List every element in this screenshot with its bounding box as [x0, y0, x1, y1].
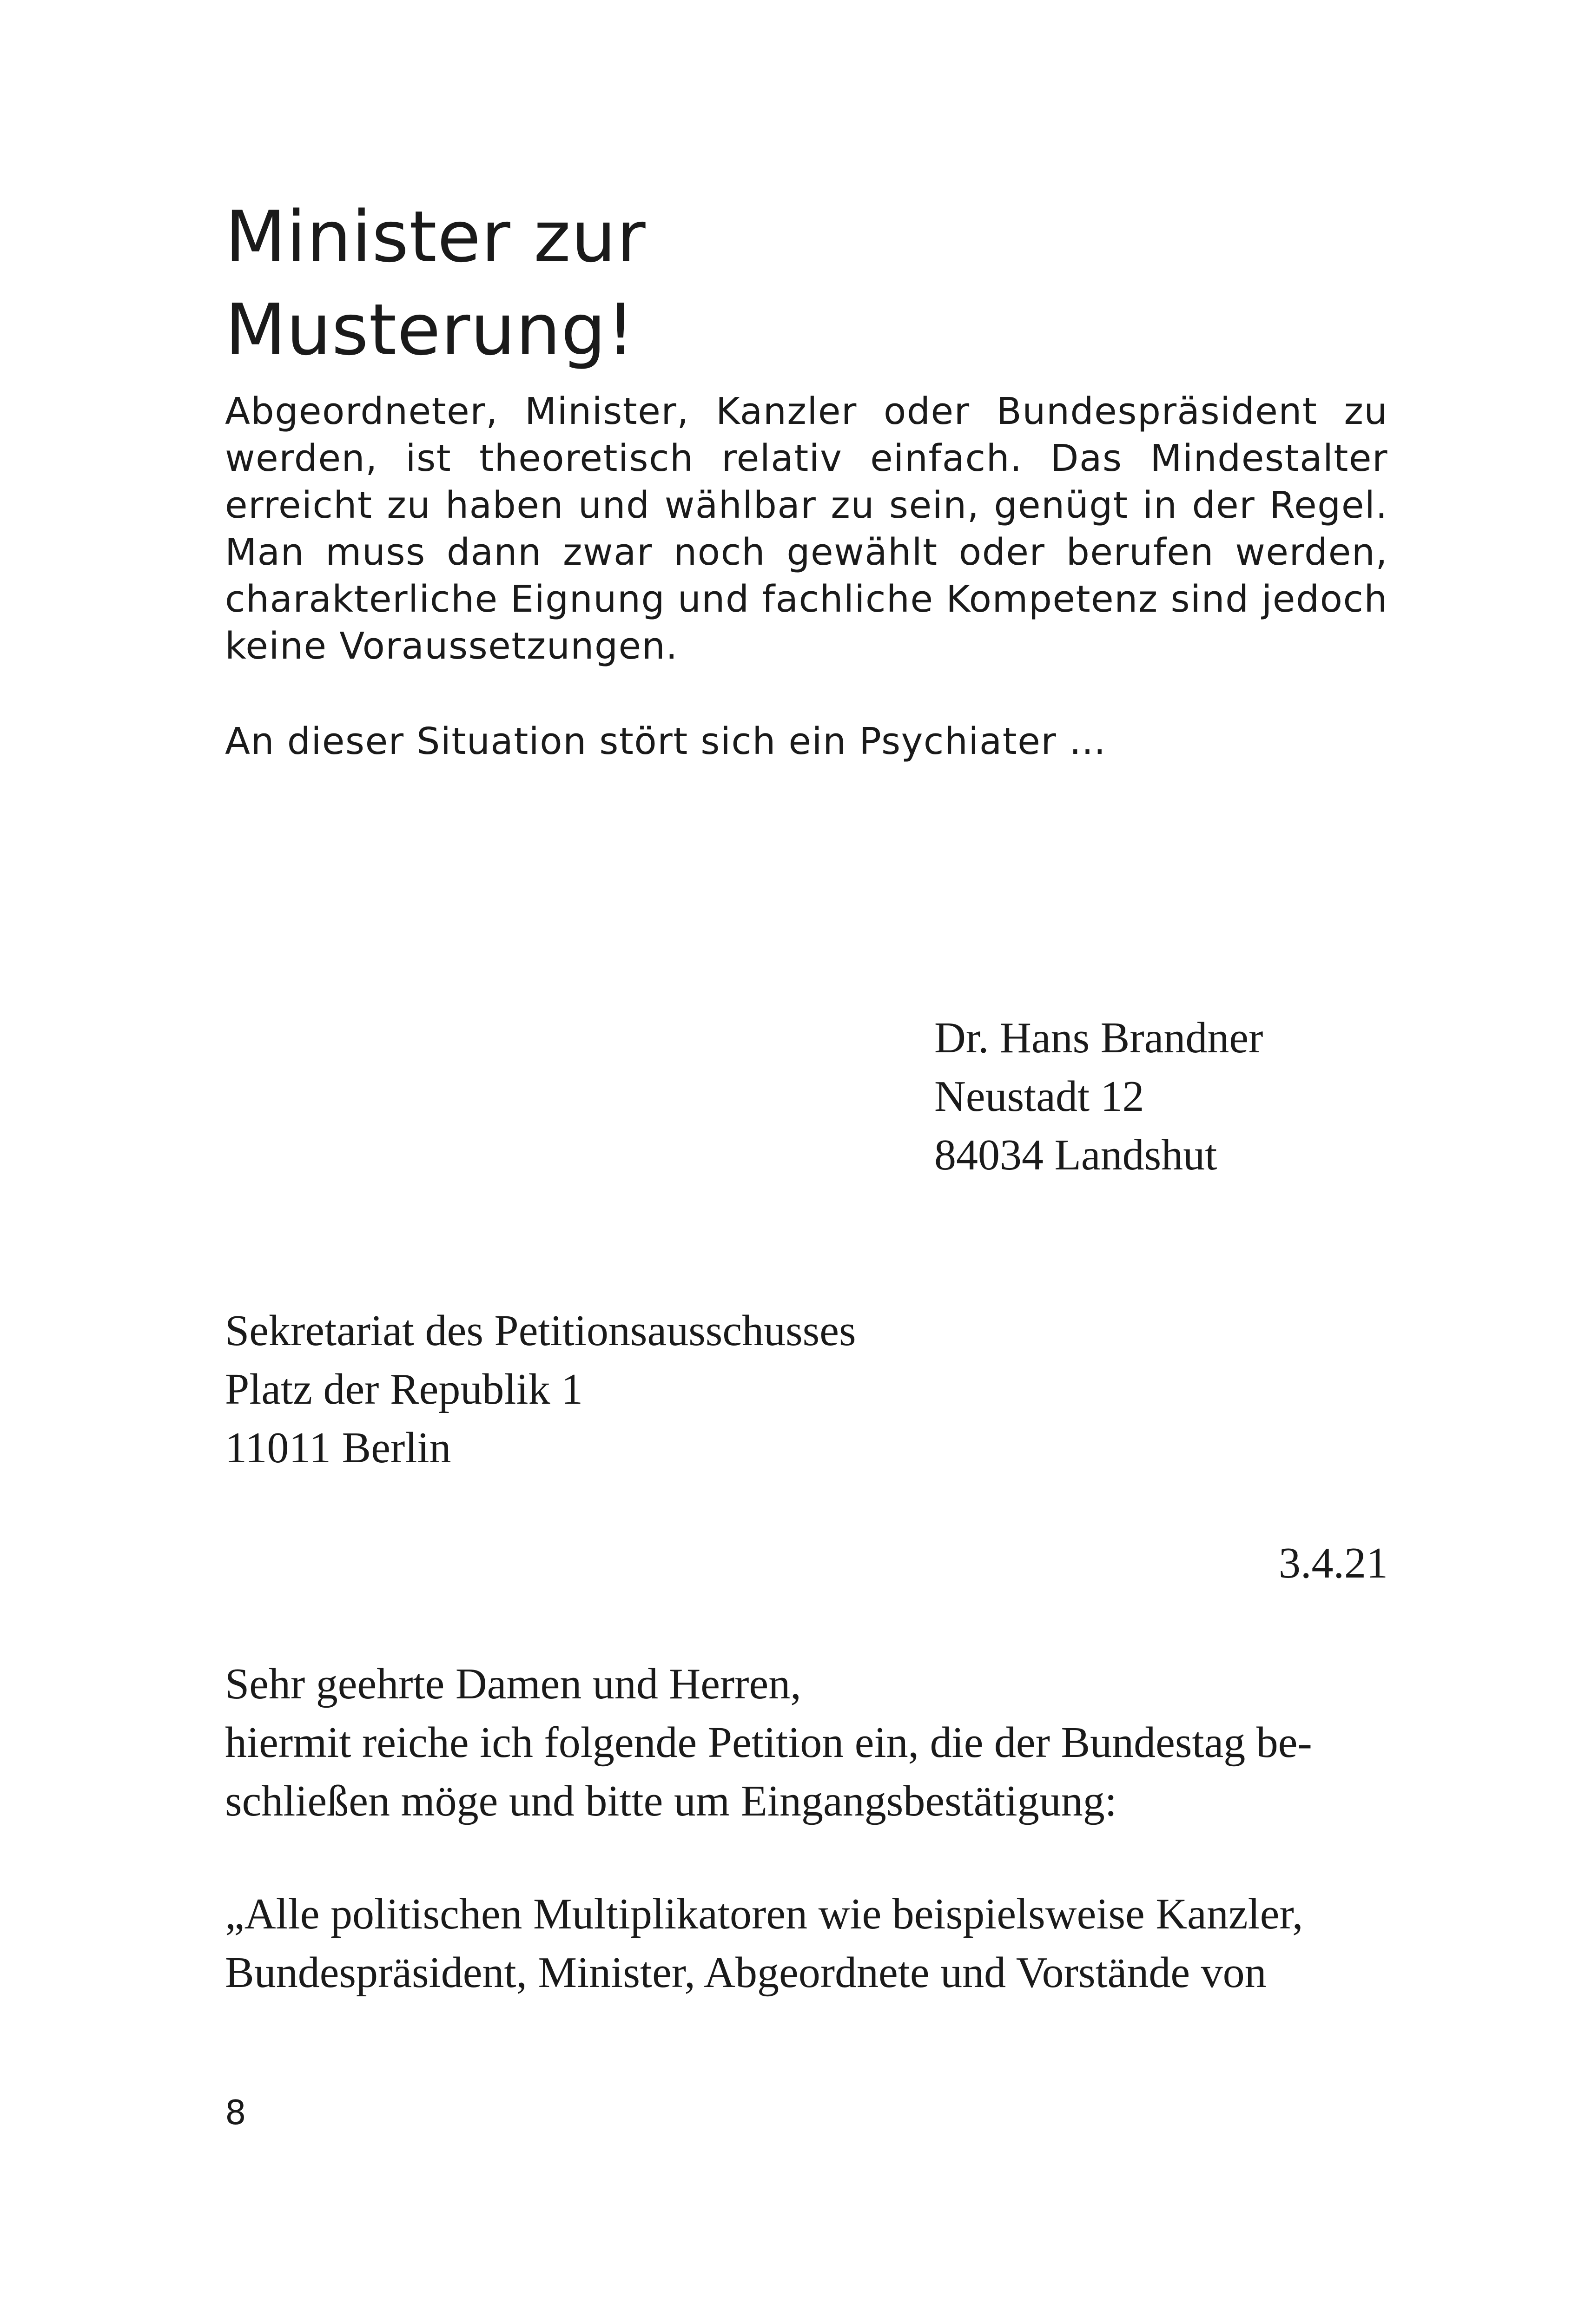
sender-street: Neustadt 12	[934, 1072, 1144, 1121]
letter-body	[225, 1655, 1388, 1830]
page-number: 8	[225, 2093, 246, 2132]
letter-date: 3.4.21	[1279, 1539, 1388, 1587]
chapter-title-line-1: Minister zur	[225, 196, 646, 278]
sender-address	[934, 1009, 1263, 1184]
intro-paragraph: Abgeordneter, Minister, Kanzler oder Bundespräsident zu werden, ist theoretisch relativ einfach. Das Mindestalter erreicht zu haben und wählbar zu sein, genügt in der Regel. Man muss dann zwar noch gewählt oder berufen werden, charakterliche Eignung und fachliche Kompetenz sind jedoch keine Voraussetzungen.	[225, 390, 1388, 667]
recipient-name: Sekretariat des Petitionsausschusses	[225, 1307, 856, 1355]
chapter-title	[225, 191, 1387, 376]
recipient-city: 11011 Berlin	[225, 1424, 451, 1472]
recipient-street: Platz der Republik 1	[225, 1365, 583, 1413]
recipient-address	[225, 1301, 856, 1477]
petition-quote-line-1: „Alle politischen Multiplikatoren wie beispielsweise Kanzler,	[225, 1890, 1303, 1938]
lead-sentence: An dieser Situation stört sich ein Psychiater …	[225, 720, 1107, 763]
letter-line-1: hiermit reiche ich folgende Petition ein, die der Bundestag be-	[225, 1718, 1312, 1767]
letter-salutation: Sehr geehrte Damen und Herren,	[225, 1660, 801, 1708]
petition-quote-line-2: Bundespräsident, Minister, Abgeordnete und Vorstände von	[225, 1948, 1267, 1997]
letter-line-2: schließen möge und bitte um Eingangsbestätigung:	[225, 1777, 1117, 1825]
sender-city: 84034 Landshut	[934, 1131, 1217, 1179]
sender-name: Dr. Hans Brandner	[934, 1014, 1263, 1062]
chapter-title-line-2: Musterung!	[225, 289, 635, 371]
petition-quote	[225, 1885, 1388, 2002]
